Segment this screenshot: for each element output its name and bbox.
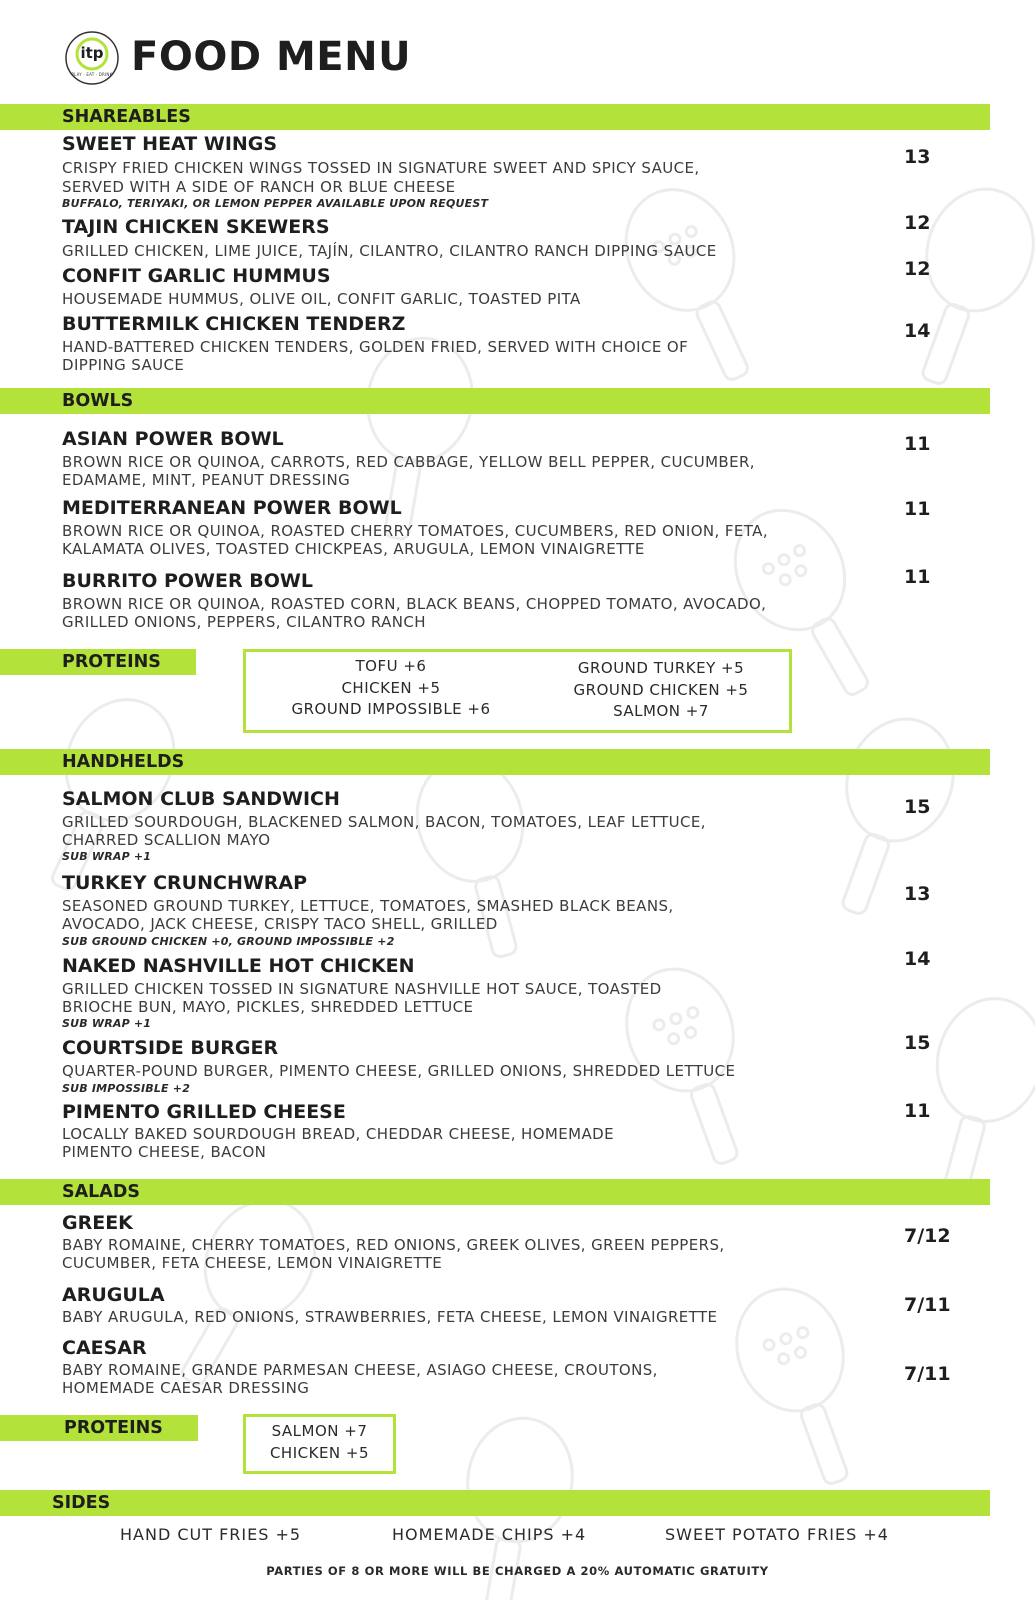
bowl-proteins-left	[246, 656, 536, 721]
bowl-proteins-right	[536, 658, 786, 723]
item-description: GRILLED CHICKEN TOSSED IN SIGNATURE NASHVILLE HOT SAUCE, TOASTED	[62, 980, 662, 998]
item-note: BUFFALO, TERIYAKI, OR LEMON PEPPER AVAILABLE UPON REQUEST	[62, 197, 489, 210]
section-title-sides: SIDES	[52, 1493, 111, 1513]
item-description: SEASONED GROUND TURKEY, LETTUCE, TOMATOES, SMASHED BLACK BEANS,	[62, 897, 674, 915]
section-title-shareables: SHAREABLES	[62, 107, 191, 127]
section-title-handhelds: HANDHELDS	[62, 752, 185, 772]
item-price: 12	[904, 258, 931, 280]
item-description: LOCALLY BAKED SOURDOUGH BREAD, CHEDDAR CHEESE, HOMEMADE	[62, 1125, 614, 1143]
item-name: NAKED NASHVILLE HOT CHICKEN	[62, 955, 415, 977]
side-item: SWEET POTATO FRIES +4	[665, 1525, 889, 1544]
proteins-title: PROTEINS	[62, 652, 161, 672]
protein-option: SALMON +7	[271, 1422, 368, 1440]
page-title: FOOD MENU	[131, 34, 412, 80]
item-price: 7/11	[904, 1363, 951, 1385]
item-name: SWEET HEAT WINGS	[62, 133, 278, 155]
section-bar-sides	[0, 1490, 990, 1516]
item-description: EDAMAME, MINT, PEANUT DRESSING	[62, 471, 351, 489]
item-name: CONFIT GARLIC HUMMUS	[62, 265, 331, 287]
item-description: BROWN RICE OR QUINOA, CARROTS, RED CABBAGE, YELLOW BELL PEPPER, CUCUMBER,	[62, 453, 755, 471]
bowl-proteins-box	[243, 649, 792, 733]
item-price: 15	[904, 1032, 931, 1054]
item-description: BABY ROMAINE, CHERRY TOMATOES, RED ONIONS, GREEK OLIVES, GREEN PEPPERS,	[62, 1236, 725, 1254]
itp-logo: itp PLAY · EAT · DRINK	[64, 30, 120, 86]
item-description: QUARTER-POUND BURGER, PIMENTO CHEESE, GRILLED ONIONS, SHREDDED LETTUCE	[62, 1062, 736, 1080]
item-name: PIMENTO GRILLED CHEESE	[62, 1101, 346, 1123]
side-item: HAND CUT FRIES +5	[120, 1525, 302, 1544]
item-note: SUB WRAP +1	[62, 850, 152, 863]
item-price: 14	[904, 948, 931, 970]
protein-option: CHICKEN +5	[341, 678, 441, 697]
item-description: HOMEMADE CAESAR DRESSING	[62, 1379, 310, 1397]
item-price: 15	[904, 796, 931, 818]
item-price: 7/12	[904, 1225, 951, 1247]
item-name: TURKEY CRUNCHWRAP	[62, 872, 308, 894]
item-name: GREEK	[62, 1212, 133, 1234]
salad-proteins-title: PROTEINS	[64, 1418, 163, 1438]
item-description: GRILLED CHICKEN, LIME JUICE, TAJÍN, CILANTRO, CILANTRO RANCH DIPPING SAUCE	[62, 242, 717, 260]
salad-proteins-box	[243, 1414, 396, 1474]
item-description: AVOCADO, JACK CHEESE, CRISPY TACO SHELL, GRILLED	[62, 915, 498, 933]
item-description: GRILLED ONIONS, PEPPERS, CILANTRO RANCH	[62, 613, 426, 631]
item-note: SUB IMPOSSIBLE +2	[62, 1082, 191, 1095]
protein-option: CHICKEN +5	[269, 1443, 370, 1462]
protein-option: TOFU +6	[355, 657, 427, 675]
gratuity-notice: PARTIES OF 8 OR MORE WILL BE CHARGED A 20% AUTOMATIC GRATUITY	[266, 1564, 769, 1578]
section-bar-salads	[0, 1179, 990, 1205]
item-price: 14	[904, 320, 931, 342]
item-description: CHARRED SCALLION MAYO	[62, 831, 271, 849]
protein-option: GROUND IMPOSSIBLE +6	[291, 700, 491, 718]
item-name: CAESAR	[62, 1337, 147, 1359]
item-description: PIMENTO CHEESE, BACON	[62, 1143, 267, 1161]
item-name: TAJIN CHICKEN SKEWERS	[62, 216, 330, 238]
item-price: 11	[904, 566, 931, 588]
item-description: CRISPY FRIED CHICKEN WINGS TOSSED IN SIGNATURE SWEET AND SPICY SAUCE,	[62, 159, 700, 177]
item-price: 13	[904, 883, 931, 905]
item-price: 7/11	[904, 1294, 951, 1316]
protein-option: GROUND TURKEY +5	[577, 659, 745, 677]
item-name: COURTSIDE BURGER	[62, 1037, 279, 1059]
item-name: SALMON CLUB SANDWICH	[62, 788, 340, 810]
item-name: ASIAN POWER BOWL	[62, 428, 284, 450]
item-price: 13	[904, 146, 931, 168]
section-title-salads: SALADS	[62, 1182, 140, 1202]
item-description: BROWN RICE OR QUINOA, ROASTED CORN, BLACK BEANS, CHOPPED TOMATO, AVOCADO,	[62, 595, 767, 613]
item-description: BABY ARUGULA, RED ONIONS, STRAWBERRIES, FETA CHEESE, LEMON VINAIGRETTE	[62, 1308, 718, 1326]
side-item: HOMEMADE CHIPS +4	[392, 1525, 587, 1544]
protein-option: GROUND CHICKEN +5	[573, 680, 749, 699]
item-note: SUB GROUND CHICKEN +0, GROUND IMPOSSIBLE +2	[62, 935, 395, 948]
item-description: KALAMATA OLIVES, TOASTED CHICKPEAS, ARUGULA, LEMON VINAIGRETTE	[62, 540, 645, 558]
section-title-bowls: BOWLS	[62, 391, 134, 411]
item-description: SERVED WITH A SIDE OF RANCH OR BLUE CHEESE	[62, 178, 456, 196]
item-description: HAND-BATTERED CHICKEN TENDERS, GOLDEN FRIED, SERVED WITH CHOICE OF	[62, 338, 689, 356]
item-name: BURRITO POWER BOWL	[62, 570, 313, 592]
item-price: 11	[904, 433, 931, 455]
item-description: BRIOCHE BUN, MAYO, PICKLES, SHREDDED LETTUCE	[62, 998, 474, 1016]
item-name: ARUGULA	[62, 1284, 165, 1306]
salad-proteins-list	[246, 1421, 393, 1464]
item-description: CUCUMBER, FETA CHEESE, LEMON VINAIGRETTE	[62, 1254, 443, 1272]
protein-option: SALMON +7	[613, 702, 709, 720]
item-price: 11	[904, 498, 931, 520]
item-name: BUTTERMILK CHICKEN TENDERZ	[62, 313, 406, 335]
item-description: GRILLED SOURDOUGH, BLACKENED SALMON, BACON, TOMATOES, LEAF LETTUCE,	[62, 813, 706, 831]
item-note: SUB WRAP +1	[62, 1017, 152, 1030]
section-bar-bowls	[0, 388, 990, 414]
item-price: 11	[904, 1100, 931, 1122]
item-description: BROWN RICE OR QUINOA, ROASTED CHERRY TOMATOES, CUCUMBERS, RED ONION, FETA,	[62, 522, 768, 540]
item-description: HOUSEMADE HUMMUS, OLIVE OIL, CONFIT GARLIC, TOASTED PITA	[62, 290, 581, 308]
item-name: MEDITERRANEAN POWER BOWL	[62, 497, 402, 519]
item-description: BABY ROMAINE, GRANDE PARMESAN CHEESE, ASIAGO CHEESE, CROUTONS,	[62, 1361, 658, 1379]
item-price: 12	[904, 212, 931, 234]
item-description: DIPPING SAUCE	[62, 356, 185, 374]
